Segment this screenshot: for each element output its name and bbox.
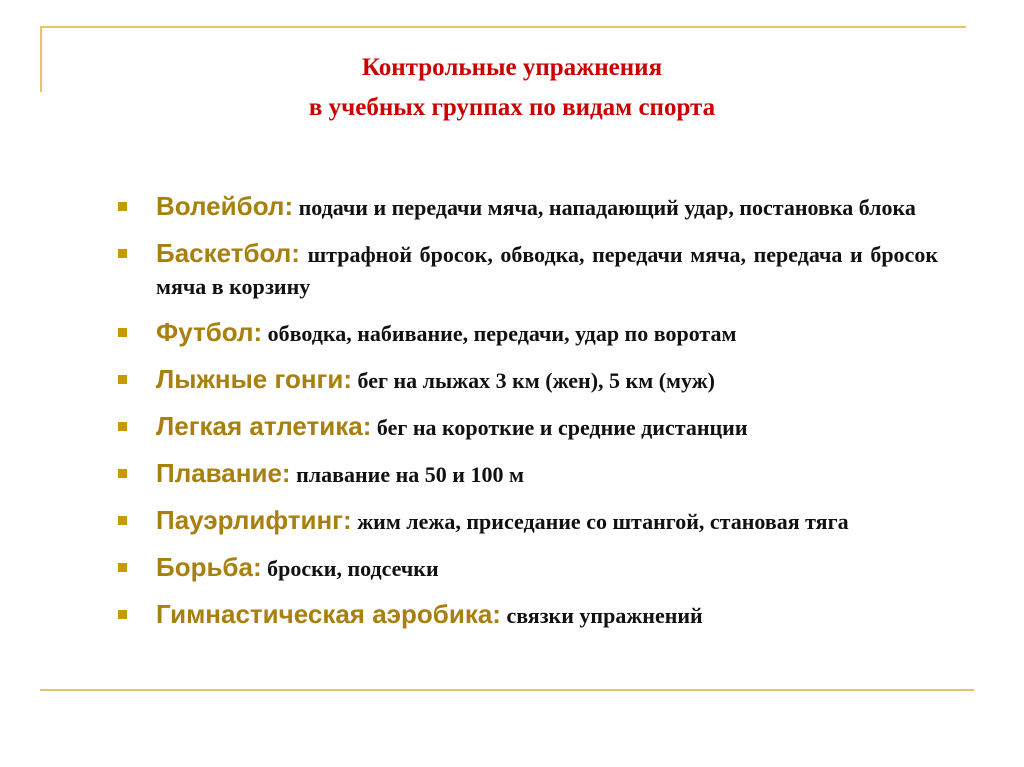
sport-name: Борьба: [156,552,262,582]
sport-description: бег на лыжах 3 км (жен), 5 км (муж) [352,368,716,393]
sport-name: Баскетбол: [156,238,300,268]
sport-name: Плавание: [156,458,291,488]
sport-description: бег на короткие и средние дистанции [371,415,748,440]
sport-name: Волейбол: [156,191,294,221]
sport-description: подачи и передачи мяча, нападающий удар, постановка блока [293,195,916,220]
list-item-volleyball [118,190,938,224]
square-bullet-icon [118,516,127,525]
square-bullet-icon [118,563,127,572]
sport-description: жим лежа, приседание со штангой, становая тяга [351,509,849,534]
list-item-basketball [118,237,938,303]
slide-title-line-1: Контрольные упражнения [361,54,663,81]
sport-name: Лыжные гонги: [156,364,353,394]
sport-name: Футбол: [156,317,263,347]
list-item-powerlifting [118,504,938,538]
list-item-gymnastic-aerobics [118,598,938,632]
list-item-athletics [118,410,938,444]
slide-title [150,48,874,128]
sport-description: броски, подсечки [261,556,439,581]
list-item-swimming [118,457,938,491]
square-bullet-icon [118,422,127,431]
sport-name: Гимнастическая аэробика: [156,599,501,629]
frame-bottom-line [40,689,974,691]
sport-description: связки упражнений [500,603,703,628]
sport-name: Пауэрлифтинг: [156,505,352,535]
square-bullet-icon [118,202,127,211]
list-item-ski-racing [118,363,938,397]
sport-description: штрафной бросок, обводка, передачи мяча, передача и бросок мяча в корзину [156,242,938,299]
slide-title-line-2: в учебных группах по видам спорта [308,94,716,121]
square-bullet-icon [118,375,127,384]
list-item-wrestling [118,551,938,585]
square-bullet-icon [118,328,127,337]
square-bullet-icon [118,249,127,258]
sport-name: Легкая атлетика: [156,411,372,441]
square-bullet-icon [118,610,127,619]
sports-list [118,190,938,645]
frame-top-line [40,26,966,28]
frame-left-line [40,26,42,92]
square-bullet-icon [118,469,127,478]
sport-description: обводка, набивание, передачи, удар по воротам [262,321,737,346]
sport-description: плавание на 50 и 100 м [290,462,524,487]
list-item-football [118,316,938,350]
